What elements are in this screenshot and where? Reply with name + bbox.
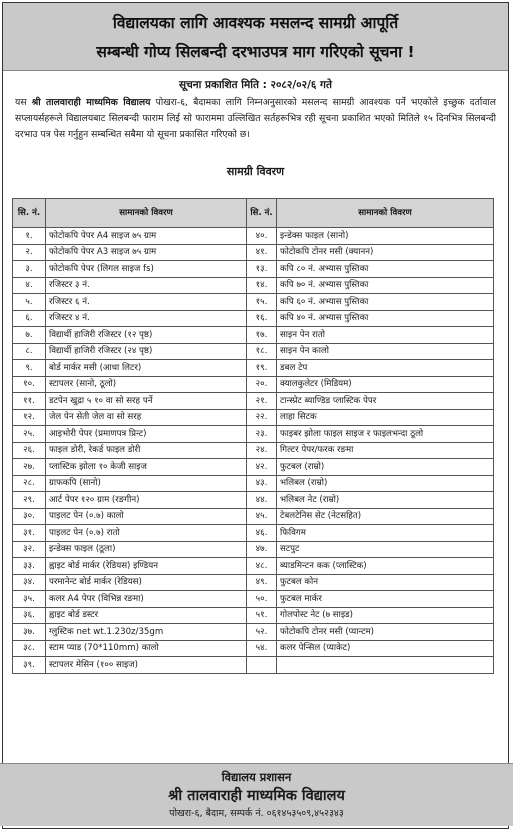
- cell-item-right: [277, 657, 494, 674]
- cell-item-left: डटपेन खुद्रा ५ १० वा सो सरह पर्ने: [46, 393, 247, 410]
- header-title-line-1: विद्यालयका लागि आवश्यक मसलन्द सामग्री आपूर्ति: [112, 14, 399, 32]
- cell-item-right: ब्याडमिन्टन कक (प्लास्टिक): [277, 558, 494, 575]
- table-row: [13, 393, 494, 410]
- cell-item-left: रजिस्टर ६ नं.: [46, 294, 247, 311]
- cell-serial-right: ४१.: [247, 244, 277, 261]
- cell-item-right: फोटोकपि टोनर मसी (प्यान्टम): [277, 624, 494, 641]
- intro-paragraph: [3, 93, 508, 161]
- cell-serial-left: ८.: [13, 343, 46, 360]
- table-row: [13, 607, 494, 624]
- cell-item-left: रजिस्टर ३ नं.: [46, 277, 247, 294]
- cell-serial-right: ४४.: [247, 492, 277, 509]
- table-row: [13, 244, 494, 261]
- cell-item-right: टेबलटेनिस सेट (नेटसहित): [277, 508, 494, 525]
- cell-item-right: फुटबल कोन: [277, 574, 494, 591]
- cell-serial-left: १२.: [13, 409, 46, 426]
- cell-item-left: आइभोरी पेपर (प्रमाणपत्र प्रिन्ट): [46, 426, 247, 443]
- cell-serial-left: २७.: [13, 459, 46, 476]
- cell-item-right: कपि ४० नं. अभ्यास पुस्तिका: [277, 310, 494, 327]
- cell-item-right: फोटोकपि टोनर मसी (क्यानन): [277, 244, 494, 261]
- cell-item-right: गिल्टर पेपर/फरक रङमा: [277, 442, 494, 459]
- cell-serial-left: ३५.: [13, 591, 46, 608]
- cell-item-right: कलर पेन्सिल (प्याकेट): [277, 640, 494, 657]
- cell-item-left: प्लास्टिक झोला १० केजी साइज: [46, 459, 247, 476]
- table-row: [13, 508, 494, 525]
- cell-item-right: फिविगम: [277, 525, 494, 542]
- table-row: [13, 294, 494, 311]
- footer-school-name: श्री तालवाराही माध्यमिक विद्यालय: [168, 788, 345, 804]
- cell-serial-right: १६.: [247, 310, 277, 327]
- cell-item-left: स्टाम प्याड (70*110mm) कालो: [46, 640, 247, 657]
- cell-serial-left: ३३.: [13, 558, 46, 575]
- cell-serial-left: २.: [13, 244, 46, 261]
- cell-serial-right: १३.: [247, 261, 277, 278]
- cell-item-left: फोटोकपि पेपर A4 साइज ७५ ग्राम: [46, 228, 247, 245]
- cell-serial-right: १८.: [247, 343, 277, 360]
- table-row: [13, 459, 494, 476]
- cell-item-left: पाइलट पेन (०.७) कालो: [46, 508, 247, 525]
- cell-serial-left: ३०.: [13, 508, 46, 525]
- notice-footer: [0, 763, 513, 826]
- cell-serial-right: ५०.: [247, 591, 277, 608]
- cell-item-left: ग्लुस्टिक net wt.1.230z/35gm: [46, 624, 247, 641]
- cell-serial-right: ४३.: [247, 475, 277, 492]
- cell-serial-right: १५.: [247, 294, 277, 311]
- cell-item-right: फाइबर झोला फाइल साइज र फाइलभन्दा ठूलो: [277, 426, 494, 443]
- cell-serial-right: ४९.: [247, 574, 277, 591]
- cell-serial-left: ३२.: [13, 541, 46, 558]
- cell-serial-left: ९.: [13, 360, 46, 377]
- cell-item-left: आर्ट पेपर १२० ग्राम (रङगीन): [46, 492, 247, 509]
- cell-serial-left: २८.: [13, 475, 46, 492]
- cell-serial-right: ५१.: [247, 607, 277, 624]
- table-row: [13, 574, 494, 591]
- intro-prefix: यस: [15, 97, 27, 108]
- cell-item-left: ह्वाइट बोर्ड डस्टर: [46, 607, 247, 624]
- cell-item-left: बोर्ड मार्कर मसी (आधा लिटर): [46, 360, 247, 377]
- cell-serial-right: १७.: [247, 327, 277, 344]
- cell-serial-right: ५२.: [247, 624, 277, 641]
- cell-item-right: क्यालकुलेटर (मिडियम): [277, 376, 494, 393]
- cell-serial-left: २५.: [13, 426, 46, 443]
- cell-serial-right: २१.: [247, 393, 277, 410]
- table-row: [13, 541, 494, 558]
- cell-item-right: फुटबल मार्कर: [277, 591, 494, 608]
- table-row: [13, 327, 494, 344]
- table-row: [13, 409, 494, 426]
- cell-item-right: साइन पेन रातो: [277, 327, 494, 344]
- cell-item-left: स्टापलर (सानो, ठूलो): [46, 376, 247, 393]
- intro-school-name: श्री तालवाराही माध्यमिक विद्यालय: [31, 97, 151, 108]
- table-row: [13, 442, 494, 459]
- cell-item-right: इन्डेक्स फाइल (सानो): [277, 228, 494, 245]
- cell-serial-left: ३७.: [13, 624, 46, 641]
- cell-item-right: कपि ८० नं. अभ्यास पुस्तिका: [277, 261, 494, 278]
- cell-serial-right: ५४.: [247, 640, 277, 657]
- cell-serial-left: ३६.: [13, 607, 46, 624]
- cell-serial-left: ३.: [13, 261, 46, 278]
- cell-serial-left: ४.: [13, 277, 46, 294]
- section-title: सामग्री विवरण: [226, 165, 285, 178]
- table-row: [13, 657, 494, 674]
- cell-item-right: भलिबल (राम्रो): [277, 475, 494, 492]
- table-row: [13, 228, 494, 245]
- table-row: [13, 277, 494, 294]
- cell-item-right: गोलपोस्ट नेट (७ साइड): [277, 607, 494, 624]
- cell-item-left: जेल पेन सेती जेल वा सो सरह: [46, 409, 247, 426]
- cell-serial-left: ११.: [13, 393, 46, 410]
- header-title-line-2: सम्बन्धी गोप्य सिलबन्दी दरभाउपत्र माग गरिएको सूचना !: [96, 43, 415, 61]
- items-table-body: [13, 228, 494, 674]
- cell-serial-right: १९.: [247, 360, 277, 377]
- table-header-row: [13, 199, 494, 228]
- cell-serial-right: १४.: [247, 277, 277, 294]
- publication-date: सूचना प्रकाशित मिति : २०८२/०२/६ गते: [179, 79, 332, 91]
- header-item-left: सामानको विवरण: [46, 199, 247, 228]
- table-row: [13, 426, 494, 443]
- footer-office: विद्यालय प्रशासन: [221, 770, 292, 784]
- table-row: [13, 376, 494, 393]
- cell-serial-right: ४८.: [247, 558, 277, 575]
- cell-serial-left: १०.: [13, 376, 46, 393]
- cell-serial-right: २०.: [247, 376, 277, 393]
- cell-item-left: रजिस्टर ४ नं.: [46, 310, 247, 327]
- cell-item-left: पाइलट पेन (०.७) रातो: [46, 525, 247, 542]
- cell-serial-right: २४.: [247, 442, 277, 459]
- cell-serial-right: ४७.: [247, 541, 277, 558]
- cell-item-right: टान्स्प्रेट ब्याण्डिड प्लास्टिक पेपर: [277, 393, 494, 410]
- cell-item-right: कपि ६० नं. अभ्यास पुस्तिका: [277, 294, 494, 311]
- cell-item-right: सटपुट: [277, 541, 494, 558]
- cell-item-left: फाइल डोरी, रेकर्ड फाइल डोरी: [46, 442, 247, 459]
- cell-serial-left: २९.: [13, 492, 46, 509]
- table-row: [13, 310, 494, 327]
- cell-serial-left: १.: [13, 228, 46, 245]
- cell-serial-left: २६.: [13, 442, 46, 459]
- header-serial-right: सि. नं.: [247, 199, 277, 228]
- cell-serial-right: ४६.: [247, 525, 277, 542]
- cell-serial-right: [247, 657, 277, 674]
- table-row: [13, 558, 494, 575]
- notice-header: [3, 3, 508, 71]
- intro-body: पोखरा-६, बैदामका लागि निम्नअनुसारको मसलन्द सामग्री आवश्यक पर्ने भएकोले इच्छुक दर्तावाल सप्लायर्सहरूले विद्यालयबाट सिलबन्दी फाराम लिई सो फाराममा उल्लिखित सर्तहरूभित्र रही सूचना प्रकाशित भएको मितिले १५ दिनभित्र सिलबन्दी दरभाउ पत्र पेस गर्नुहुन सम्बन्धित सबैमा यो सूचना प्रकासित गरिएको छ।: [15, 97, 496, 140]
- cell-item-left: परमानेन्ट बोर्ड मार्कर (रेडियस): [46, 574, 247, 591]
- table-row: [13, 360, 494, 377]
- cell-item-left: विद्यार्थी हाजिरी रजिस्टर (२४ पृष्ठ): [46, 343, 247, 360]
- cell-item-left: कलर A4 पेपर (विभिन्न रङमा): [46, 591, 247, 608]
- table-row: [13, 343, 494, 360]
- cell-item-left: स्टापलर मेसिन (१०० साइज): [46, 657, 247, 674]
- cell-serial-right: ४५.: [247, 508, 277, 525]
- cell-item-left: फोटोकपि पेपर (लिगल साइज fs): [46, 261, 247, 278]
- cell-item-right: लाहा सिटक: [277, 409, 494, 426]
- table-row: [13, 640, 494, 657]
- cell-item-left: ग्राफकपि (सानो): [46, 475, 247, 492]
- cell-serial-right: ४२.: [247, 459, 277, 476]
- cell-serial-left: ३४.: [13, 574, 46, 591]
- header-serial-left: सि. नं.: [13, 199, 46, 228]
- cell-item-right: फुटबल (राम्रो): [277, 459, 494, 476]
- cell-serial-left: ७.: [13, 327, 46, 344]
- cell-serial-left: ३८.: [13, 640, 46, 657]
- cell-item-left: ह्वाइट बोर्ड मार्कर (रेडियस) इण्डियन: [46, 558, 247, 575]
- header-item-right: सामानको विवरण: [277, 199, 494, 228]
- table-row: [13, 624, 494, 641]
- cell-item-left: फोटोकपि पेपर A3 साइज ७५ ग्राम: [46, 244, 247, 261]
- table-row: [13, 261, 494, 278]
- cell-serial-left: ३१.: [13, 525, 46, 542]
- table-row: [13, 475, 494, 492]
- table-row: [13, 492, 494, 509]
- cell-serial-left: ६.: [13, 310, 46, 327]
- table-row: [13, 591, 494, 608]
- cell-serial-left: ५.: [13, 294, 46, 311]
- cell-item-right: डबल टेप: [277, 360, 494, 377]
- cell-serial-right: २२.: [247, 409, 277, 426]
- cell-serial-right: २३.: [247, 426, 277, 443]
- cell-item-left: इन्डेक्स फाइल (ठूला): [46, 541, 247, 558]
- footer-address: पोखरा-६, बैदाम, सम्पर्क नं. ०६१४५३५०९,४५२३४३: [169, 808, 344, 819]
- cell-serial-left: ३९.: [13, 657, 46, 674]
- cell-item-right: भलिबल नेट (राम्रो): [277, 492, 494, 509]
- cell-serial-right: ४०.: [247, 228, 277, 245]
- cell-item-right: कपि ७० नं. अभ्यास पुस्तिका: [277, 277, 494, 294]
- cell-item-right: साइन पेन कालो: [277, 343, 494, 360]
- items-table: [12, 198, 494, 674]
- table-row: [13, 525, 494, 542]
- cell-item-left: विद्यार्थी हाजिरी रजिस्टर (१२ पृष्ठ): [46, 327, 247, 344]
